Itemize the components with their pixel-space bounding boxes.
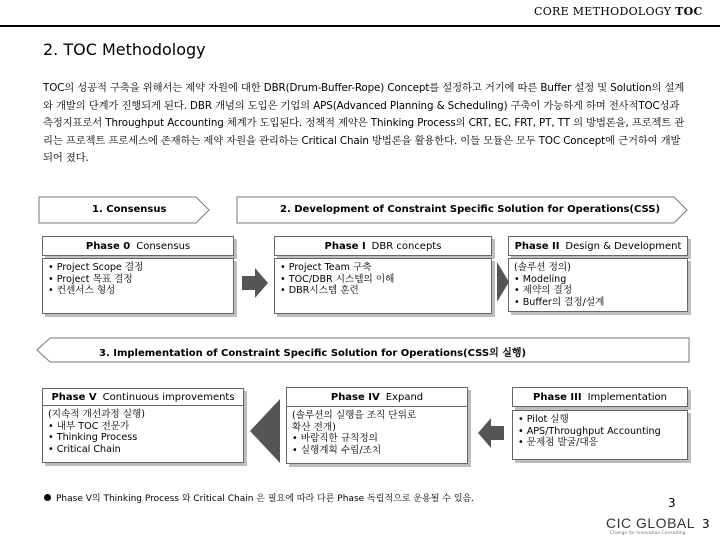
phase-0-item: • Project Scope 결정: [48, 262, 144, 273]
phase-4-item: • 실행계획 수립/조치: [292, 444, 382, 456]
phase-1-content: [274, 258, 492, 314]
company-tagline: Change for Innovation Consulting: [610, 531, 686, 536]
phase-3-item: • Pilot 실행: [518, 414, 569, 425]
phase-2-item: • 제약의 결정: [514, 285, 573, 297]
phase-4-item: 확산 전개): [292, 421, 336, 433]
stage-consensus-arrow: [38, 196, 210, 224]
corner-page-number: 3: [702, 517, 710, 531]
page-number: 3: [668, 496, 676, 510]
flow-arrow-4-to-5: [250, 399, 280, 463]
stage-implementation-label: 3. Implementation of Constraint Specific Solution for Operations(CSS의 실행): [99, 348, 527, 359]
phase-5-label: Phase V: [51, 391, 97, 403]
company-logo: CIC GLOBAL: [606, 515, 696, 531]
flow-arrow-3-to-4: [478, 418, 504, 448]
phase-0-label: Phase 0: [85, 240, 131, 252]
phase-5-item: (지속적 개선과정 실행): [48, 409, 145, 420]
intro-paragraph: TOC의 성공적 구축을 위해서는 제약 자원에 대한 DBR(Drum-Buffer-Rope) Concept를 설정하고 거기에 따른 Buffer 설정 및 Solution의 설계와 개발의 단계가 진행되게 된다. DBR 개념의 도입은 기업의 APS(Advanced Planning & Scheduling) 구축이 가능하게 하며 전사적TOC성과 측정지표로서 Throughput Accounting 체계가 도입된다. 정책적 제약은 Thinking Process의 CRT, EC, FRT, PT, TT 의 방법론을, 프로젝트 관리는 프로젝트 프로세스에 존재하는 제약 자원을 관리하는 Critical Chain 방법론을 활용한다. 이들 모듈은 모두 TOC Concept에 근거하여 개발되어 졌다.: [43, 82, 685, 165]
phase-5-item: • 내부 TOC 전문가: [48, 420, 130, 432]
header-title: [534, 5, 703, 18]
phase-3-item: • APS/Throughput Accounting: [518, 425, 661, 437]
stage-development-label: 2. Development of Constraint Specific Solution for Operations(CSS): [280, 204, 661, 215]
phase-0-header: [42, 236, 234, 256]
stage-implementation-arrow: [36, 337, 690, 363]
stage-consensus-label: 1. Consensus: [92, 204, 167, 215]
stage-development-arrow: [236, 196, 688, 224]
phase-1-item: • Project Team 구축: [280, 262, 372, 273]
bullet-icon: [44, 494, 51, 501]
phase-2-content: [508, 258, 688, 312]
header-prefix: CORE METHODOLOGY: [534, 5, 672, 18]
phase-2-item: (솔루션 정의): [514, 262, 571, 273]
phase-0-item: • Project 목표 결정: [48, 273, 133, 285]
phase-4-label: Phase IV: [330, 391, 380, 403]
phase-2-item: • Buffer의 결정/설계: [514, 296, 605, 308]
phase-0-name: Consensus: [136, 240, 191, 252]
phase-3-name: Implementation: [587, 391, 667, 403]
phase-1-label: Phase I: [324, 240, 366, 252]
phase-3-header: [512, 387, 688, 407]
phase-4-name: Expand: [385, 391, 424, 403]
phase-5-item: • Critical Chain: [48, 443, 121, 455]
phase-0-item: • 컨센서스 형성: [48, 285, 116, 297]
flow-arrow-0-to-1: [242, 268, 268, 298]
phase-0-content: [42, 258, 234, 314]
phase-4-header: [286, 387, 468, 407]
footnote-text: Phase V의 Thinking Process 와 Critical Chain 은 필요에 따라 다른 Phase 독립적으로 운용될 수 있음.: [56, 494, 475, 504]
phase-3-content: [512, 410, 688, 460]
phase-5-content: [42, 405, 244, 463]
phase-3-label: Phase III: [533, 391, 582, 403]
phase-1-name: DBR concepts: [371, 240, 442, 252]
phase-5-header: [42, 388, 244, 406]
phase-4-item: • 바람직한 규칙정의: [292, 433, 378, 445]
phase-1-header: [274, 236, 492, 256]
page-title: 2. TOC Methodology: [43, 40, 206, 59]
phase-1-item: • TOC/DBR 시스템의 이해: [280, 273, 395, 285]
phase-3-item: • 문제점 발굴/대응: [518, 437, 598, 449]
header-toc: TOC: [675, 5, 703, 18]
phase-5-name: Continuous improvements: [102, 391, 235, 403]
phase-2-item: • Modeling: [514, 273, 567, 285]
phase-2-label: Phase II: [514, 240, 560, 252]
phase-5-item: • Thinking Process: [48, 432, 138, 444]
phase-2-header: [508, 236, 688, 256]
phase-1-item: • DBR시스템 훈련: [280, 285, 359, 297]
phase-2-name: Design & Development: [565, 240, 682, 252]
phase-4-item: (솔루션의 실행을 조직 단위로: [292, 410, 417, 421]
header-divider: [0, 25, 720, 27]
phase-4-content: [286, 406, 468, 464]
footnote: [44, 491, 474, 504]
